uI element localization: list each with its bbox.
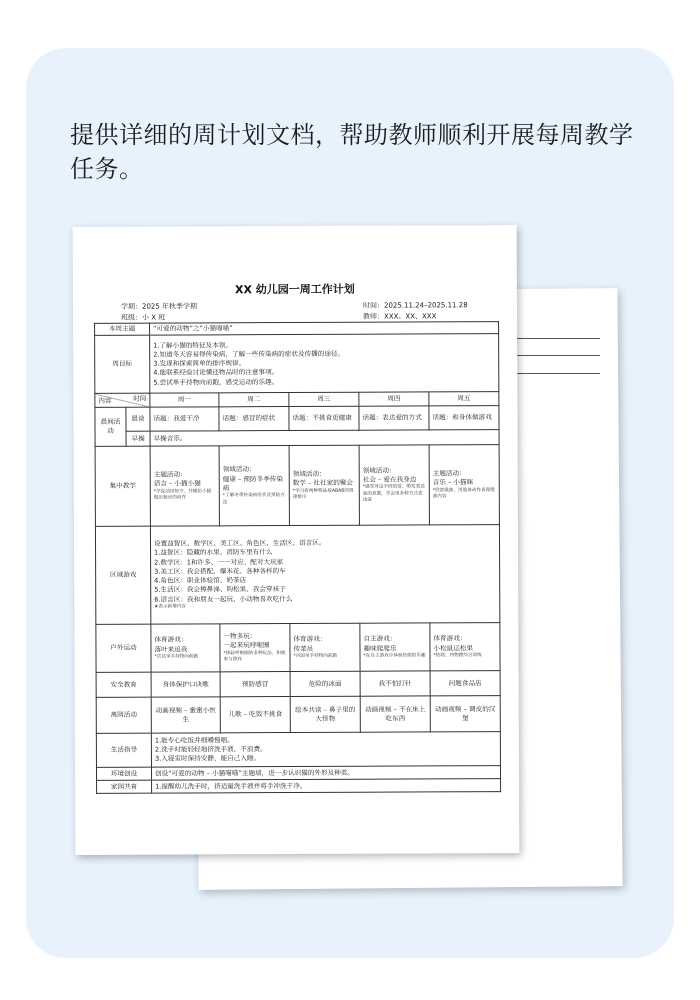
activity-note: *欣赏歌曲，用肢体动作表现歌曲内容: [432, 487, 495, 500]
area-item: 2.数学区：1和许多、一一对应、配对大玩家: [154, 557, 284, 567]
morning-exercise: 早操音乐。: [150, 430, 499, 447]
outdoor-activity: [360, 623, 430, 671]
life-item: 3.入寝室时保持安静，能自己入睡。: [154, 754, 261, 763]
outdoor-activity: [220, 624, 290, 672]
life-cell: [151, 732, 500, 768]
safety-label: 安全教育: [96, 672, 151, 697]
area-note: ★表示新增内容: [154, 604, 186, 610]
corner-top-label: 时间: [133, 394, 147, 403]
activity-title: 音乐 – 小猫咪: [432, 478, 474, 487]
area-item: 4.角色区：职业体验馆、奶茶店: [154, 576, 247, 585]
period-info: 时间：2025.11.24–2025.11.28: [362, 301, 468, 310]
activity-note: *学说动词短令，并模仿小猫做出相应的动作: [153, 488, 212, 501]
safety-topic: 我不怕打针: [360, 671, 430, 696]
focus-activity: [429, 445, 499, 525]
table-corner: [95, 393, 150, 407]
activity-type: 体育游戏：: [433, 634, 467, 643]
table-row: [95, 525, 499, 625]
morning-talk: 话题：不挑食更健康: [289, 406, 359, 430]
safety-topic: 问题食品店: [430, 671, 500, 696]
theme-value: “可爱的动物”之“小猫喵喵”: [150, 322, 499, 336]
outdoor-label: 户外运动: [96, 624, 151, 672]
semester-info: 学期：2025 年秋季学期: [120, 302, 198, 311]
activity-title: 传菜员: [293, 644, 314, 653]
day-header: 周二: [219, 393, 289, 407]
activity-note: *体验呼啦圈的多种玩法，积极参与游戏: [223, 650, 286, 663]
table-row: [95, 445, 499, 527]
env-value: 创设“可爱的动物 – 小猫喵喵”主题墙，进一步认识猫的外形及种类。: [151, 766, 500, 781]
activity-note: *尝试单手持物向前跑: [154, 654, 199, 660]
focus-activity: [219, 446, 289, 526]
activity-type: 一物多玩：: [223, 632, 257, 641]
activity-note: *钻爬、持物跑综合训练: [433, 652, 482, 659]
activity-note: *巩固单手持物向前跑: [293, 653, 338, 659]
env-label: 环境创设: [96, 767, 151, 780]
goal-item: 5.尝试单手持物向前跑，感受运动的乐趣。: [153, 377, 279, 387]
safety-topic: 身体保护口诀歌: [151, 672, 220, 697]
outdoor-activity: [151, 624, 220, 672]
area-item: 1.益智区：隐藏的水果、消防车里有什么: [154, 548, 273, 558]
table-row: [96, 671, 500, 698]
activity-note: *感受身边不同的爱，萌发表达爱的意愿，学会用多种方式表达爱: [362, 484, 425, 503]
table-row: [96, 696, 500, 734]
morning-talk-label: 晨谈: [126, 407, 150, 431]
leaving-activity: 儿歌 – 吃饭不挑食: [220, 697, 290, 733]
table-row: [95, 334, 499, 394]
goal-item: 3.发现和探索简单的排序规律。: [153, 359, 246, 368]
activity-note: *了解冬季传染病症状及预防方法: [222, 493, 285, 505]
activity-note: *在自主游戏中体验钻爬的乐趣: [363, 653, 426, 659]
activity-type: 领域活动：: [222, 465, 256, 474]
activity-title: 落叶来追我: [154, 644, 188, 654]
life-item: 2.洗手时能轻轻地挤洗手液，不浪费。: [154, 745, 267, 754]
activity-type: 主题活动：: [432, 469, 466, 478]
day-header: 周五: [429, 392, 499, 406]
activity-note: *学习将两种物品按ABAB的规律排序: [292, 488, 354, 500]
morning-talk: 话题：表达爱的方式: [359, 406, 429, 430]
activity-type: 体育游戏：: [154, 635, 188, 644]
activity-type: 体育游戏：: [293, 635, 327, 644]
area-item: 6.语言区：我和朋友一起玩、小动物喜欢吃什么: [154, 594, 293, 604]
weekly-plan-table: [94, 321, 501, 794]
document-title: XX 幼儿园一周工作计划: [234, 282, 355, 297]
table-row: [96, 623, 500, 673]
activity-type: 领域活动：: [362, 466, 396, 475]
area-cell: [150, 525, 499, 625]
focus-activity: [359, 445, 429, 525]
focus-activity: [150, 446, 219, 526]
activity-title: 一起来玩呼啦圈: [223, 641, 270, 650]
activity-type: 自主游戏：: [363, 634, 397, 644]
teacher-info: 教师：XXX、XX、XXX: [363, 312, 437, 321]
focus-activity: [289, 445, 359, 525]
theme-label: 本周主题: [95, 323, 150, 335]
activity-type: 主题活动：: [153, 470, 187, 479]
area-label: 区域游戏: [95, 526, 150, 624]
home-value: 1.提醒幼儿洗手时，挤适量洗手液并将手冲洗干净。: [152, 779, 501, 794]
table-row: [95, 406, 499, 432]
activity-type: 领域活动：: [292, 469, 326, 479]
leaving-activity: 动画视频 – 不在床上吃东西: [360, 696, 430, 732]
morning-talk: 话题：我爱干净: [150, 407, 219, 431]
life-label: 生活指导: [96, 733, 151, 767]
morning-label: 晨间活动: [95, 407, 126, 446]
leaving-activity: 动画视频 – 蜜蜜小医生: [151, 697, 220, 733]
table-row: [95, 430, 499, 447]
activity-title: 健康 – 预防冬季传染病: [222, 474, 284, 493]
leaving-label: 离园活动: [96, 697, 151, 733]
goals-cell: [150, 334, 499, 394]
area-item: 3.美工区：我会搭配、爆米花、各种各样的车: [154, 566, 286, 576]
goals-label: 周目标: [95, 335, 150, 393]
goal-item: 1.了解小猫的特征及本领。: [153, 340, 232, 350]
activity-title: 小松鼠运松果: [433, 643, 474, 652]
plan-document: [73, 225, 520, 855]
class-info: 班级：小 X 班: [121, 313, 166, 322]
morning-talk: 话题：和身体做游戏: [429, 406, 499, 430]
outdoor-activity: [430, 623, 500, 671]
outdoor-activity: [290, 623, 360, 671]
table-row: [96, 732, 500, 768]
leaving-activity: 绘本共读 – 鼻子里的大怪物: [290, 696, 360, 732]
day-header: 周三: [289, 392, 359, 406]
area-item: 设置益智区、数学区、美工区、角色区、生活区、语言区。: [153, 539, 326, 548]
focus-label: 集中教学: [95, 446, 150, 526]
morning-exercise-label: 早操: [126, 431, 150, 446]
corner-bottom-label: 内容: [98, 396, 112, 405]
safety-topic: 危险的冰面: [290, 671, 360, 696]
activity-title: 数学 – 社社家的聚会: [292, 479, 354, 488]
morning-talk: 话题：感冒的症状: [219, 407, 289, 431]
home-label: 家园共育: [97, 780, 152, 793]
day-header: 周四: [359, 392, 429, 406]
activity-title: 趣味爬爬乐: [363, 644, 397, 653]
day-header: 周一: [150, 393, 219, 407]
leaving-activity: 动画视频 – 调皮的汉堡: [430, 696, 500, 732]
goal-item: 2.知道冬天容易得传染病，了解一些传染病的症状及传播的途径。: [153, 349, 345, 359]
headline: 提供详细的周计划文档，帮助教师顺利开展每周教学任务。: [70, 121, 634, 183]
safety-topic: 预防感冒: [220, 672, 290, 697]
activity-title: 社会 – 爱在我身边: [362, 475, 417, 484]
table-row: [97, 779, 501, 794]
goal-item: 4.能联系经验讨论懂还物品时的注意事项。: [153, 368, 279, 377]
life-item: 1.能专心吃饭并细嚼慢咽。: [154, 736, 234, 745]
area-item: 5.生活区：我会擦鼻涕、钩松果、我会穿袜子: [154, 585, 286, 594]
activity-title: 语言 – 小猫小猫: [153, 479, 201, 488]
